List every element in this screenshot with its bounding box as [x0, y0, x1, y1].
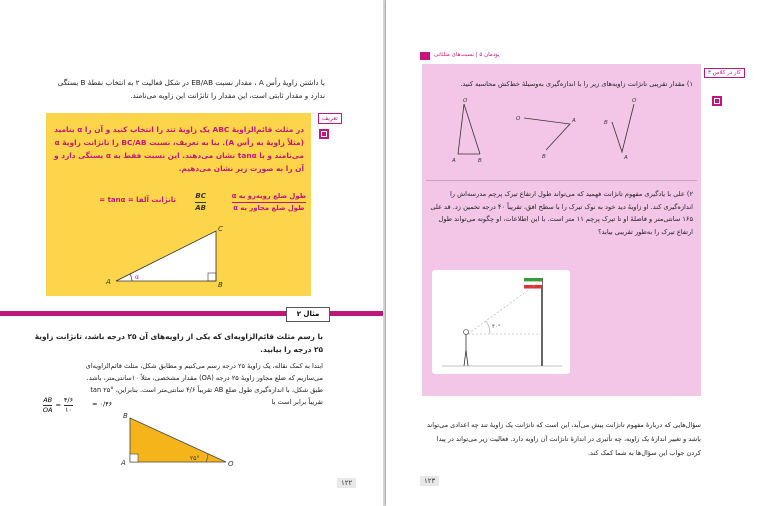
closing-paragraph: سؤال‌هایی که دربارهٔ مفهوم تانژانت پیش می‌آید، این است که تانژانت یک زاویهٔ تند چه اعدادی می‌تواند باشد و تغییر اندازهٔ یک زاویه، چه تأثیری در اندازهٔ تانژانت آن زاویه دارد. فعالیت زیر می‌تواند در پیدا کردن جواب این سؤال‌ها به شما کمک کند.: [426, 421, 701, 457]
sight-angle: [486, 321, 490, 334]
svg-text:A: A: [624, 155, 628, 161]
sight-angle-label: ۴۰°: [492, 324, 501, 330]
formula-ab: AB: [195, 204, 206, 212]
header-marker: [420, 52, 430, 60]
page-number-left: ۱۲۲: [337, 478, 356, 488]
svg-text:O: O: [463, 98, 468, 104]
page-number-right: ۱۲۳: [420, 476, 439, 486]
definition-text: در مثلث قائم‌الزاویهٔ ABC یک زاویهٔ تند را انتخاب کنید و آن را α بنامید (مثلاً زاویهٔ به رأس A). بنا به تعریف، نسبت BC/AB را تانژانت زاویهٔ α می‌نامند و با tanα نشان می‌دهند. این نسبت فقط به α بستگی دارد و آن را به صورت زیر نشان می‌دهیم.: [54, 125, 304, 173]
intro-paragraph: با داشتن زاویهٔ رأس A ، مقدار نسبت EB/AB در شکل فعالیت ۲ به انتخاب نقطهٔ B بستگی ندارد و مقدار ثابتی است، این مقدار را تانژانت این زاویه می‌نامند.: [57, 78, 325, 100]
vertex-b-2: B: [123, 412, 128, 420]
person-head: [464, 330, 469, 335]
vertex-a: A: [106, 278, 111, 286]
separator: [426, 180, 697, 181]
flag-green: [524, 278, 542, 282]
angle-shape-2: [516, 116, 576, 160]
svg-text:O: O: [516, 116, 521, 122]
svg-text:B: B: [542, 154, 546, 160]
triangle-shape: [116, 231, 216, 281]
svg-text:B: B: [604, 120, 608, 126]
right-triangle-abc: [104, 223, 234, 289]
svg-text:B: B: [478, 158, 482, 164]
formula-label: تانژانت آلفا = tanα =: [99, 196, 176, 204]
triangle-25deg: [118, 410, 243, 470]
flag-illustration: [432, 270, 570, 374]
orange-triangle: [130, 418, 226, 462]
example-fraction: $\frac{AB}{OA}$ = ۴/۶ ۱۰: [42, 396, 74, 414]
formula-bc: BC: [195, 191, 206, 203]
angle-25-label: ۲۵°: [190, 455, 200, 462]
angle-shapes: [452, 96, 682, 166]
svg-text:A: A: [452, 158, 456, 164]
vertex-b: B: [218, 281, 223, 289]
right-page: [386, 0, 768, 506]
vertex-c: C: [218, 225, 223, 233]
class-work-icon: [712, 96, 722, 106]
angle-shape-3: [604, 98, 637, 161]
formula-opposite: طول ضلع روبه‌رو به α: [232, 191, 306, 203]
example-body: ابتدا به کمک نقاله، یک زاویهٔ ۲۵ درجه رسم می‌کنیم و مطابق شکل، مثلث قائم‌الزاویه‌ای می‌سازیم که ضلع مجاور زاویهٔ ۲۵ درجه (OA) مقدار مشخصی، مثلاً ۱۰سانتی‌متر، باشد. طبق شکل، با اندازه‌گیری طول ضلع AB تقریباً ۴/۶ سانتی‌متر است. بنابراین، tan ۲۵° تقریباً برابر است با: [85, 362, 323, 406]
definition-tag: تعریف: [318, 113, 342, 124]
vertex-a-2: A: [121, 459, 126, 467]
class-work-tag: کار در کلاس ۳: [704, 68, 745, 78]
activity-box: [422, 64, 701, 396]
frac-oa: OA: [42, 406, 53, 414]
svg-text:O: O: [632, 98, 637, 104]
book-icon: [319, 129, 329, 139]
example-question: با رسم مثلث قائم‌الزاویه‌ای که یکی از زاویه‌های آن ۲۵ درجه باشد، تانژانت زاویهٔ ۲۵ درجه را بیابید.: [34, 332, 323, 354]
example-title: مثال ۲: [286, 307, 330, 322]
definition-box: [46, 113, 311, 296]
flagpole-scene: [432, 270, 570, 374]
example-result: ≈ ۰/۴۶: [92, 400, 113, 408]
right-angle-mark-2: [130, 454, 138, 462]
formula-adjacent: طول ضلع مجاور به α: [233, 204, 305, 212]
question-1: ۱) مقدار تقریبی تانژانت زاویه‌های زیر را با اندازه‌گیری به‌وسیلهٔ خط‌کش محاسبه کنید.: [460, 80, 693, 88]
angle-shape-1: [452, 98, 482, 164]
header-title: پودمان ۵ | نسبت‌های مثلثاتی: [434, 52, 500, 58]
svg-text:A: A: [572, 118, 576, 124]
alpha-label: α: [135, 274, 139, 281]
frac-46: ۴/۶: [63, 396, 74, 404]
frac-10: ۱۰: [65, 406, 72, 414]
frac-ab: AB: [43, 396, 53, 404]
left-page: [0, 0, 383, 506]
vertex-o-2: O: [228, 460, 234, 468]
tan-formula: [96, 191, 306, 215]
question-2: ۲) علی با یادگیری مفهوم تانژانت فهمید که می‌تواند طول ارتفاع تیرک پرچم مدرسه‌اش را اندازه‌گیری کند. او زاویهٔ دید خود به نوک تیرک را با سطح افق، تقریباً ۴۰ درجه تخمین زد. قد علی ۱۶۵ سانتی‌متر و فاصلهٔ او تا تیرک پرچم ۱۱ متر است. با این اطلاعات، او چگونه می‌تواند طول ارتفاع تیرک را به‌طور تقریبی بیابد؟: [430, 190, 693, 236]
sight-line: [468, 280, 542, 334]
